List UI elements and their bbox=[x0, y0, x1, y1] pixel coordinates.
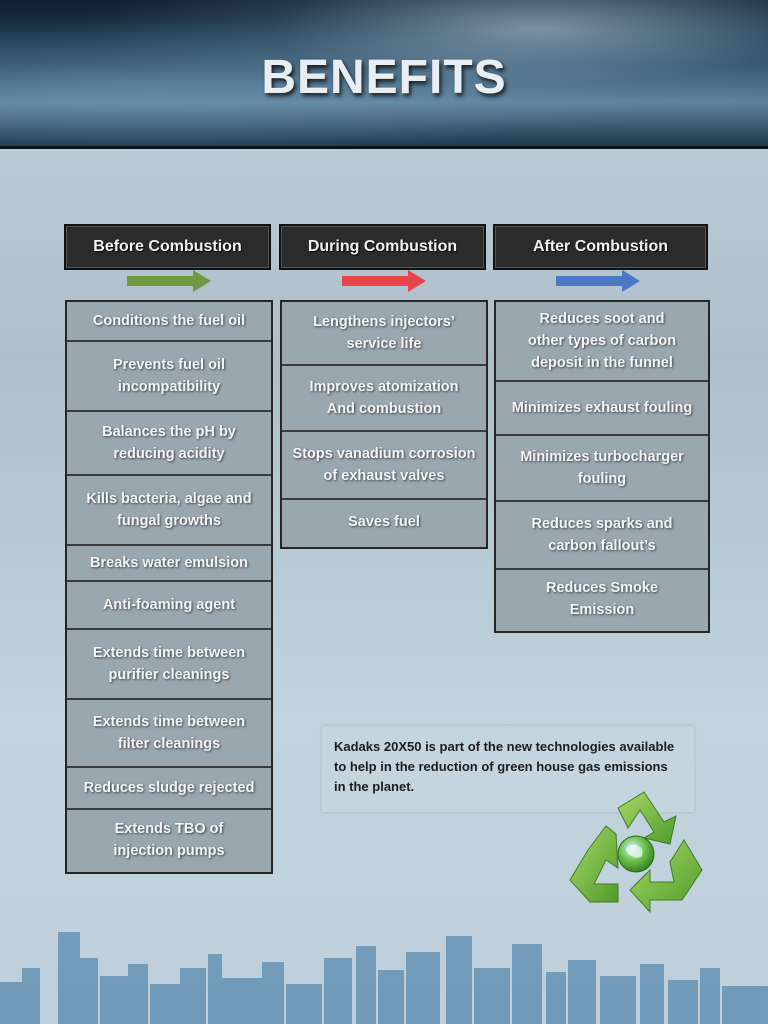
list-item: Stops vanadium corrosion of exhaust valves bbox=[282, 432, 486, 500]
list-item: Extends time between purifier cleanings bbox=[67, 630, 271, 700]
list-item: Lengthens injectors’ service life bbox=[282, 302, 486, 366]
note-box: Kadaks 20X50 is part of the new technologies available to help in the reduction of green house gas emissions in the planet. bbox=[322, 726, 694, 812]
list-item: Conditions the fuel oil bbox=[67, 302, 271, 342]
arrow-right-icon bbox=[127, 270, 213, 292]
before-combustion-list bbox=[65, 300, 273, 874]
column-header-before: Before Combustion bbox=[64, 224, 271, 270]
list-item: Extends TBO of injection pumps bbox=[113, 821, 225, 859]
after-combustion-list bbox=[494, 300, 710, 633]
list-item: Kills bacteria, algae and fungal growths bbox=[67, 476, 271, 546]
list-item: Minimizes turbocharger fouling bbox=[496, 436, 708, 502]
list-item: Balances the pH by reducing acidity bbox=[67, 412, 271, 476]
list-item: Reduces sludge rejected bbox=[67, 768, 271, 810]
during-combustion-list bbox=[280, 300, 488, 549]
list-item: Saves fuel bbox=[348, 513, 420, 530]
list-item: Anti-foaming agent bbox=[67, 582, 271, 630]
arrow-right-icon bbox=[342, 270, 428, 292]
list-item: Reduces sparks and carbon fallout’s bbox=[496, 502, 708, 570]
list-item: Prevents fuel oil incompatibility bbox=[67, 342, 271, 412]
list-item: Minimizes exhaust fouling bbox=[496, 382, 708, 436]
page-title: BENEFITS bbox=[261, 51, 507, 104]
column-header-after: After Combustion bbox=[493, 224, 708, 270]
arrow-right-icon bbox=[556, 270, 642, 292]
list-item: Improves atomization And combustion bbox=[282, 366, 486, 432]
list-item: Reduces soot and other types of carbon deposit in the funnel bbox=[496, 302, 708, 382]
list-item: Breaks water emulsion bbox=[67, 546, 271, 582]
city-skyline bbox=[0, 924, 768, 1024]
list-item: Extends time between filter cleanings bbox=[67, 700, 271, 768]
header-banner bbox=[0, 0, 768, 149]
column-header-during: During Combustion bbox=[279, 224, 486, 270]
recycle-globe-icon bbox=[566, 786, 706, 916]
list-item: Reduces Smoke Emission bbox=[545, 579, 659, 618]
